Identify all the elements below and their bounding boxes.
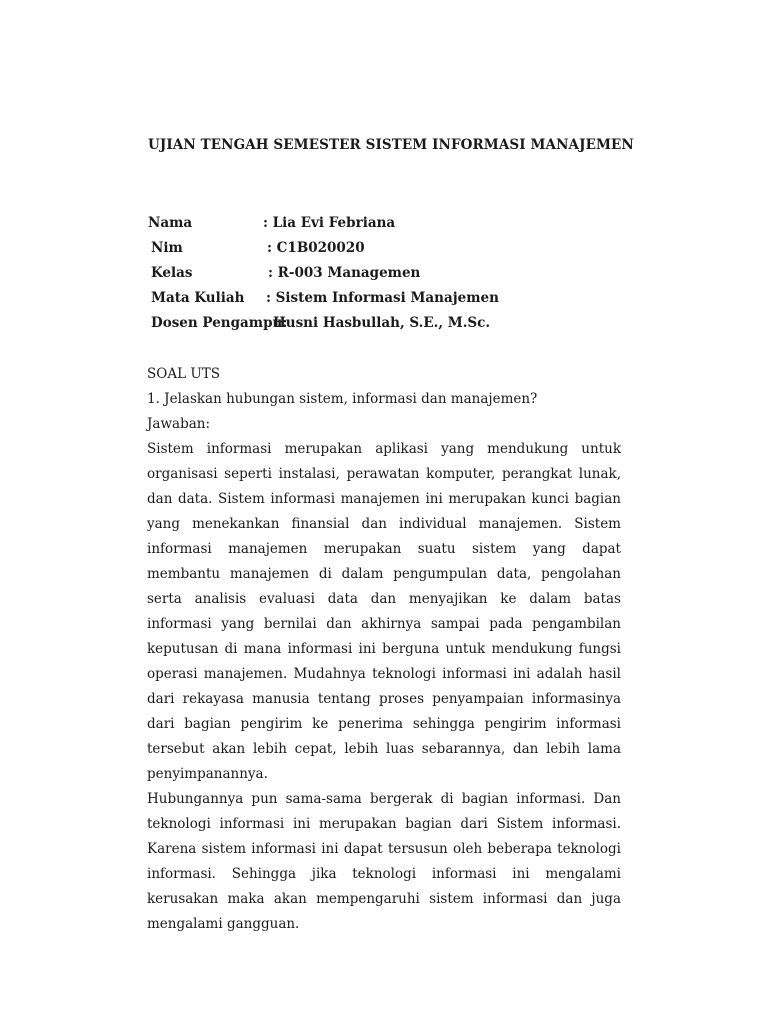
document-body — [147, 362, 621, 937]
section-heading: SOAL UTS — [147, 366, 220, 382]
page-title: UJIAN TENGAH SEMESTER SISTEM INFORMASI MANAJEMEN — [148, 137, 634, 153]
identity-value: : R-003 Managemen — [268, 265, 421, 281]
identity-label: Kelas — [151, 265, 193, 281]
identity-value: : C1B020020 — [267, 240, 365, 256]
identity-value: : Sistem Informasi Manajemen — [266, 290, 499, 306]
identity-label: Nama — [148, 215, 193, 231]
answer-label: Jawaban: — [147, 416, 210, 432]
answer-paragraph: Hubungannya pun sama-sama bergerak di bagian informasi. Dan teknologi informasi ini merupakan bagian dari Sistem informasi. Karena sistem informasi ini dapat tersusun oleh beberapa teknologi informasi. Sehingga jika teknologi informasi ini mengalami kerusakan maka akan mempengaruhi sistem informasi dan juga mengalami gangguan. — [147, 791, 621, 932]
question-text: 1. Jelaskan hubungan sistem, informasi dan manajemen? — [147, 391, 538, 407]
identity-value: : Lia Evi Febriana — [263, 215, 396, 231]
identity-label: Mata Kuliah — [151, 290, 245, 306]
answer-paragraph: Sistem informasi merupakan aplikasi yang mendukung untuk organisasi seperti instalasi, perawatan komputer, perangkat lunak, dan data. Sistem informasi manajemen ini merupakan kunci bagian yang menekankan finansial dan individual manajemen. Sistem informasi manajemen merupakan suatu sistem yang dapat membantu manajemen di dalam pengumpulan data, pengolahan serta analisis evaluasi data dan menyajikan ke dalam batas informasi yang bernilai dan akhirnya sampai pada pengambilan keputusan di mana informasi ini berguna untuk mendukung fungsi operasi manajemen. Mudahnya teknologi informasi ini adalah hasil dari rekayasa manusia tentang proses penyampaian informasinya dari bagian pengirim ke penerima sehingga pengirim informasi tersebut akan lebih cepat, lebih luas sebarannya, dan lebih lama penyimpanannya. — [147, 441, 621, 782]
identity-value: Husni Hasbullah, S.E., M.Sc. — [273, 315, 491, 331]
identity-label: Dosen Pengampu: — [151, 315, 288, 331]
identity-label: Nim — [151, 240, 183, 256]
